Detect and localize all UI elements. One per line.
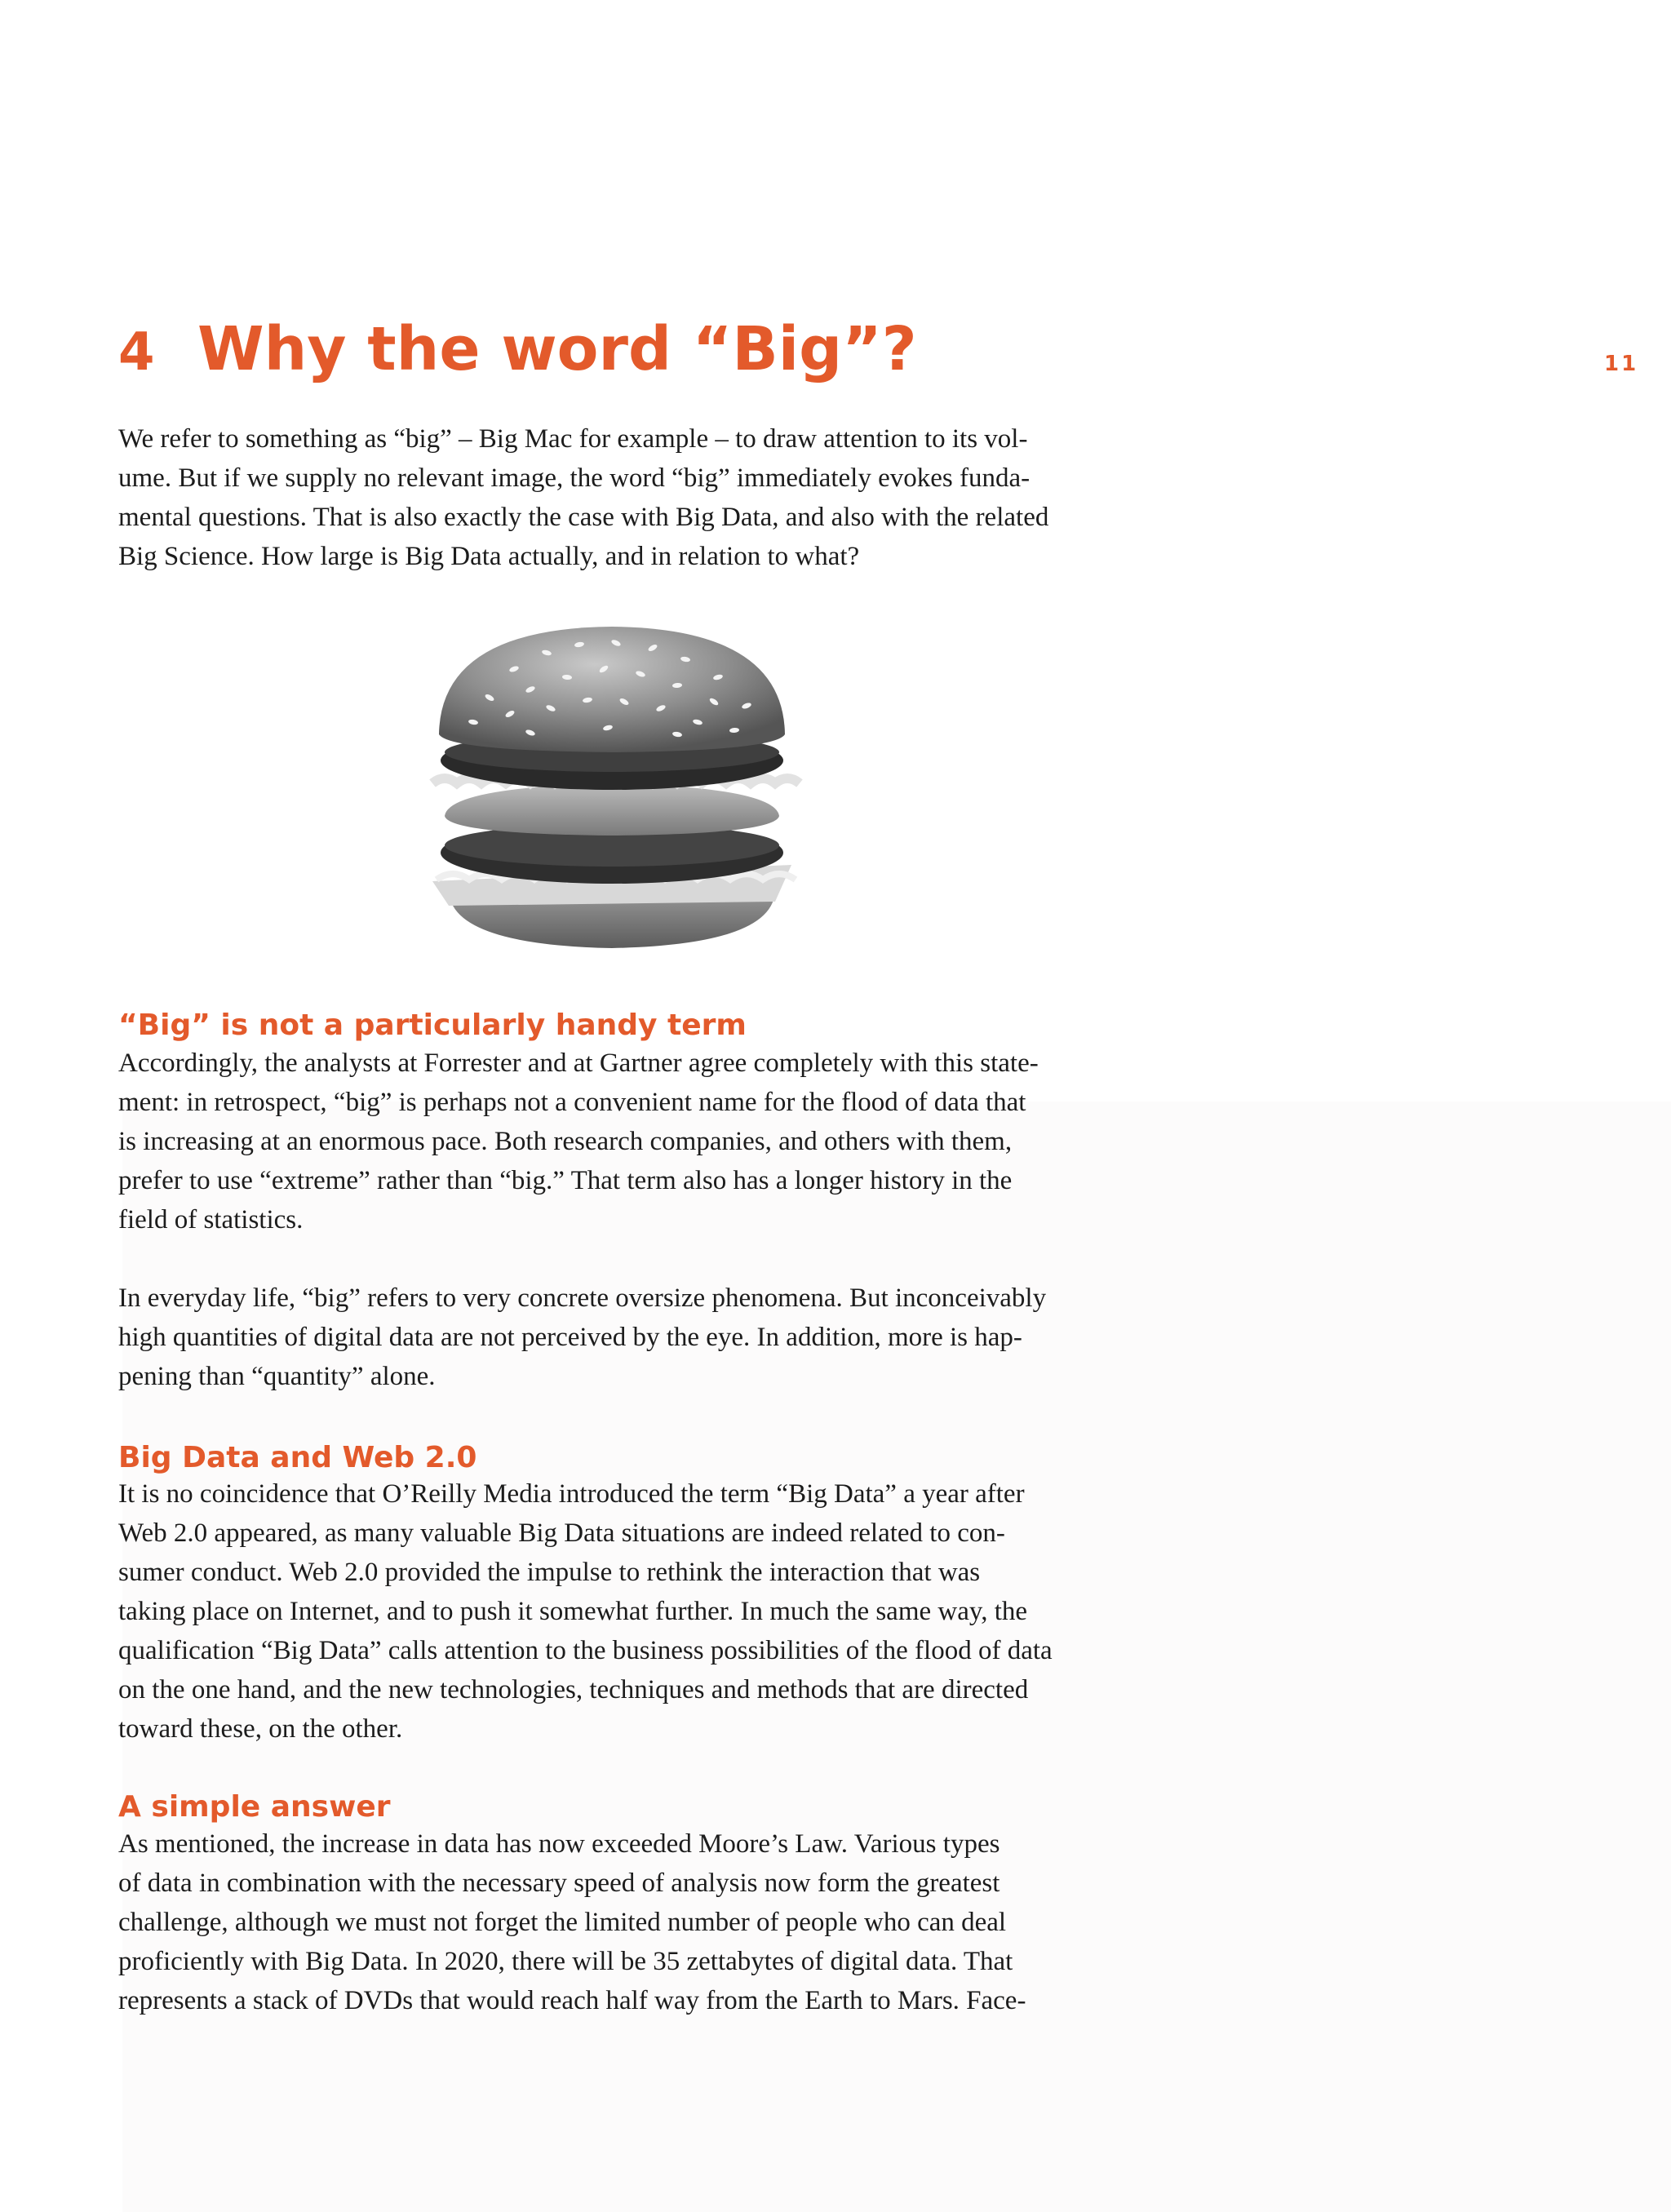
body-paragraph bbox=[118, 1824, 1130, 2020]
text-line: sumer conduct. Web 2.0 provided the impulse to rethink the interaction that was bbox=[118, 1558, 981, 1587]
text-line: Accordingly, the analysts at Forrester and at Gartner agree completely with this state- bbox=[118, 1048, 1039, 1078]
text-line: prefer to use “extreme” rather than “big.” That term also has a longer history in the bbox=[118, 1166, 1013, 1195]
text-line: Web 2.0 appeared, as many valuable Big Data situations are indeed related to con- bbox=[118, 1518, 1005, 1548]
body-paragraph bbox=[118, 1279, 1130, 1396]
text-line: toward these, on the other. bbox=[118, 1714, 403, 1744]
text-line: high quantities of digital data are not perceived by the eye. In addition, more is hap- bbox=[118, 1323, 1022, 1352]
hamburger-photo bbox=[416, 620, 808, 955]
chapter-title bbox=[118, 308, 917, 393]
text-line: represents a stack of DVDs that would reach half way from the Earth to Mars. Face- bbox=[118, 1986, 1026, 2015]
text-line: challenge, although we must not forget the limited number of people who can deal bbox=[118, 1908, 1007, 1937]
text-line: We refer to something as “big” – Big Mac for example – to draw attention to its vol- bbox=[118, 424, 1028, 454]
text-line: field of statistics. bbox=[118, 1205, 304, 1235]
section-heading: A simple answer bbox=[118, 1790, 391, 1824]
text-line: Big Science. How large is Big Data actually, and in relation to what? bbox=[118, 542, 860, 571]
section-heading: “Big” is not a particularly handy term bbox=[118, 1008, 747, 1042]
body-paragraph bbox=[118, 1474, 1130, 1749]
text-line: mental questions. That is also exactly the case with Big Data, and also with the related bbox=[118, 503, 1049, 532]
text-line: ment: in retrospect, “big” is perhaps not a convenient name for the flood of data that bbox=[118, 1088, 1026, 1117]
body-paragraph bbox=[118, 1044, 1130, 1239]
text-line: ume. But if we supply no relevant image, the word “big” immediately evokes funda- bbox=[118, 463, 1031, 493]
intro-paragraph bbox=[118, 419, 1130, 576]
text-line: It is no coincidence that O’Reilly Media introduced the term “Big Data” a year after bbox=[118, 1479, 1025, 1509]
text-line: qualification “Big Data” calls attention to the business possibilities of the flood of data bbox=[118, 1636, 1053, 1665]
text-line: of data in combination with the necessary speed of analysis now form the greatest bbox=[118, 1868, 1000, 1898]
text-line: proficiently with Big Data. In 2020, there will be 35 zettabytes of digital data. That bbox=[118, 1947, 1013, 1976]
page-number: 11 bbox=[1604, 352, 1639, 376]
text-line: pening than “quantity” alone. bbox=[118, 1362, 436, 1391]
text-line: is increasing at an enormous pace. Both research companies, and others with them, bbox=[118, 1127, 1013, 1156]
chapter-number: 4 bbox=[118, 322, 155, 383]
text-line: As mentioned, the increase in data has now exceeded Moore’s Law. Various types bbox=[118, 1829, 1000, 1859]
chapter-title-text: Why the word “Big”? bbox=[197, 314, 917, 384]
section-heading: Big Data and Web 2.0 bbox=[118, 1441, 477, 1474]
text-line: on the one hand, and the new technologies, techniques and methods that are directed bbox=[118, 1675, 1029, 1704]
text-line: In everyday life, “big” refers to very concrete oversize phenomena. But inconceivably bbox=[118, 1283, 1047, 1313]
text-line: taking place on Internet, and to push it somewhat further. In much the same way, the bbox=[118, 1597, 1028, 1626]
